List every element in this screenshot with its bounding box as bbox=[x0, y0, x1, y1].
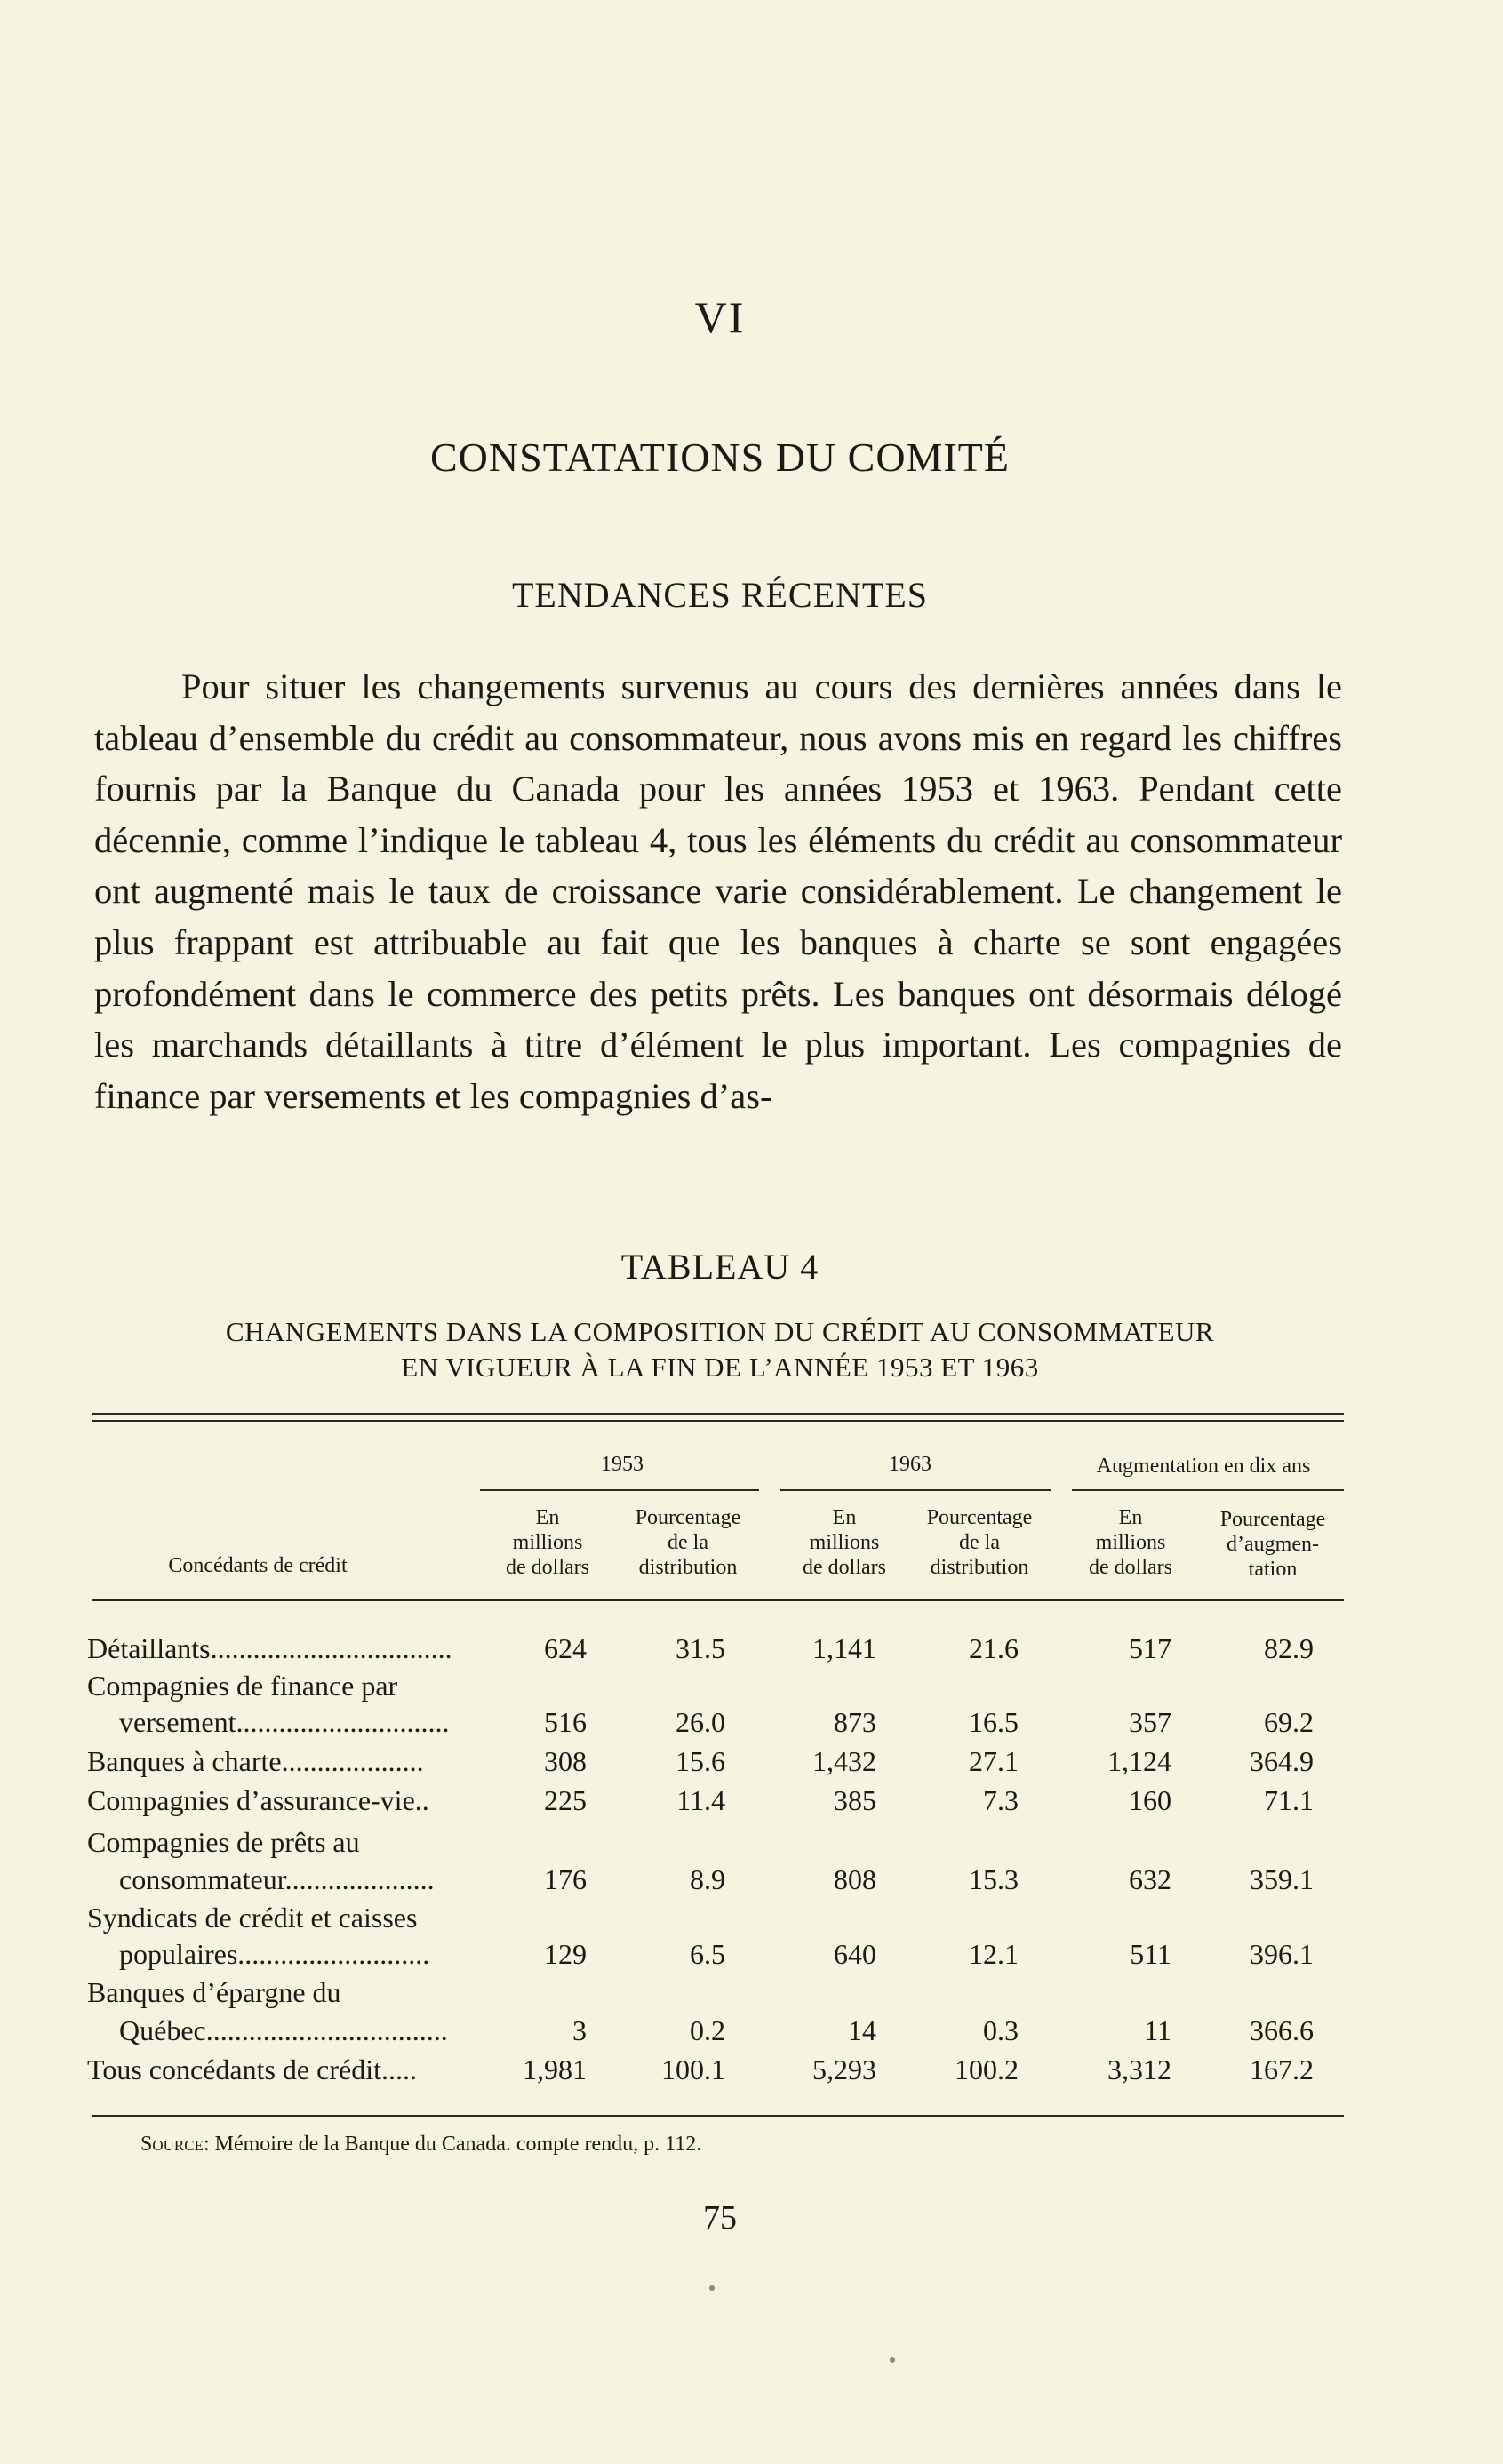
cell-increase-percent: 82.9 bbox=[1264, 1632, 1314, 1664]
cell-1953-percent: 15.6 bbox=[676, 1745, 725, 1777]
cell-1953-millions: 129 bbox=[544, 1938, 587, 1970]
cell-1963-millions: 808 bbox=[834, 1863, 876, 1895]
cell-increase-percent: 359.1 bbox=[1250, 1863, 1314, 1895]
row-label: Banques à charte.................... bbox=[87, 1745, 424, 1777]
cell-1963-percent: 27.1 bbox=[969, 1745, 1019, 1777]
col-header-line: millions bbox=[809, 1531, 880, 1554]
cell-1953-percent: 26.0 bbox=[676, 1706, 725, 1738]
col-header-line: Pourcentage bbox=[1219, 1508, 1326, 1531]
group-header-increase: Augmentation en dix ans bbox=[1096, 1455, 1311, 1478]
cell-increase-millions: 517 bbox=[1129, 1632, 1171, 1664]
col-header-line: millions bbox=[512, 1531, 583, 1554]
row-label-cont: consommateur..................... bbox=[119, 1863, 435, 1895]
table-bottom-rule bbox=[92, 2115, 1344, 2117]
row-label: Détaillants.................................. bbox=[87, 1632, 452, 1664]
group-underline-1953 bbox=[480, 1489, 759, 1491]
table-top-rule bbox=[92, 1413, 1344, 1415]
cell-1963-percent: 100.2 bbox=[955, 2053, 1019, 2085]
col-header-line: millions bbox=[1095, 1531, 1166, 1554]
cell-1963-percent: 16.5 bbox=[969, 1706, 1019, 1738]
row-label-cont: versement.............................. bbox=[119, 1706, 450, 1738]
cell-1953-millions: 1,981 bbox=[523, 2053, 587, 2085]
col-header-line: tation bbox=[1248, 1558, 1298, 1581]
cell-increase-percent: 396.1 bbox=[1250, 1938, 1314, 1970]
cell-increase-percent: 364.9 bbox=[1250, 1745, 1314, 1777]
col-header-line: de la bbox=[668, 1531, 708, 1554]
table-caption-line-1: CHANGEMENTS DANS LA COMPOSITION DU CRÉDIT AU CONSOMMATEUR bbox=[225, 1316, 1215, 1347]
col-header-1963-percent bbox=[907, 1505, 1052, 1580]
cell-1963-millions: 1,141 bbox=[812, 1632, 876, 1664]
header-bottom-rule bbox=[92, 1599, 1344, 1601]
row-label-cont: populaires........................... bbox=[119, 1938, 430, 1970]
group-header-1953: 1953 bbox=[601, 1453, 644, 1476]
row-label: Syndicats de crédit et caisses bbox=[87, 1902, 418, 1934]
table-label: TABLEAU 4 bbox=[620, 1247, 819, 1287]
cell-1963-millions: 1,432 bbox=[812, 1745, 876, 1777]
cell-1963-percent: 21.6 bbox=[969, 1632, 1019, 1664]
cell-1953-percent: 31.5 bbox=[676, 1632, 725, 1664]
cell-1963-millions: 385 bbox=[834, 1784, 876, 1816]
row-label-cont: Québec.................................. bbox=[119, 2014, 448, 2046]
row-label: Compagnies de prêts au bbox=[87, 1826, 360, 1858]
paper-speck bbox=[890, 2357, 895, 2363]
table-caption bbox=[89, 1314, 1351, 1385]
col-header-1953-percent bbox=[615, 1505, 761, 1580]
table-source bbox=[140, 2133, 701, 2157]
cell-1953-percent: 6.5 bbox=[690, 1938, 725, 1970]
cell-1953-millions: 624 bbox=[544, 1632, 587, 1664]
row-label: Compagnies d’assurance-vie.. bbox=[87, 1784, 429, 1816]
cell-increase-millions: 1,124 bbox=[1107, 1745, 1171, 1777]
group-underline-1963 bbox=[780, 1489, 1051, 1491]
group-header-1963: 1963 bbox=[889, 1453, 931, 1476]
source-label: Source: bbox=[140, 2133, 210, 2156]
col-header-line: de dollars bbox=[506, 1556, 589, 1579]
cell-increase-millions: 11 bbox=[1144, 2014, 1171, 2046]
cell-1963-millions: 14 bbox=[848, 2014, 876, 2046]
col-header-line: Pourcentage bbox=[926, 1506, 1033, 1529]
page-number: 75 bbox=[703, 2199, 737, 2237]
paper-speck bbox=[709, 2285, 715, 2291]
cell-1953-millions: 176 bbox=[544, 1863, 587, 1895]
cell-1953-percent: 100.1 bbox=[661, 2053, 725, 2085]
group-underline-increase bbox=[1072, 1489, 1344, 1491]
cell-1953-percent: 11.4 bbox=[676, 1784, 725, 1816]
cell-increase-millions: 357 bbox=[1129, 1706, 1171, 1738]
cell-1953-millions: 225 bbox=[544, 1784, 587, 1816]
col-header-line: distribution bbox=[930, 1556, 1029, 1579]
cell-increase-percent: 167.2 bbox=[1250, 2053, 1314, 2085]
col-header-line: En bbox=[832, 1506, 857, 1529]
row-label: Compagnies de finance par bbox=[87, 1670, 398, 1702]
cell-increase-millions: 632 bbox=[1129, 1863, 1171, 1895]
cell-increase-millions: 160 bbox=[1129, 1784, 1171, 1816]
cell-increase-millions: 3,312 bbox=[1107, 2053, 1171, 2085]
row-label-total: Tous concédants de crédit..... bbox=[87, 2053, 417, 2085]
col-header-line: En bbox=[1118, 1506, 1143, 1529]
col-header-line: de dollars bbox=[1089, 1556, 1172, 1579]
cell-1963-millions: 5,293 bbox=[812, 2053, 876, 2085]
cell-1963-percent: 15.3 bbox=[969, 1863, 1019, 1895]
cell-1963-millions: 640 bbox=[834, 1938, 876, 1970]
col-header-1953-millions bbox=[475, 1505, 620, 1580]
col-header-increase-percent bbox=[1200, 1507, 1346, 1582]
cell-1963-percent: 12.1 bbox=[969, 1938, 1019, 1970]
col-header-increase-millions bbox=[1058, 1505, 1203, 1580]
col-header-1963-millions bbox=[771, 1505, 917, 1580]
col-header-line: d’augmen- bbox=[1227, 1533, 1319, 1556]
table-caption-line-2: EN VIGUEUR À LA FIN DE L’ANNÉE 1953 ET 1963 bbox=[401, 1352, 1039, 1383]
row-header: Concédants de crédit bbox=[168, 1554, 348, 1577]
source-text: Mémoire de la Banque du Canada. compte rendu, p. 112. bbox=[209, 2133, 702, 2156]
chapter-title: CONSTATATIONS DU COMITÉ bbox=[430, 435, 1010, 480]
cell-1953-percent: 8.9 bbox=[690, 1863, 725, 1895]
col-header-line: distribution bbox=[638, 1556, 738, 1579]
col-header-line: de dollars bbox=[803, 1556, 886, 1579]
cell-increase-millions: 511 bbox=[1130, 1938, 1171, 1970]
row-label: Banques d’épargne du bbox=[87, 1976, 341, 2008]
col-header-line: Pourcentage bbox=[635, 1506, 741, 1529]
cell-1963-percent: 0.3 bbox=[983, 2014, 1019, 2046]
body-paragraph: Pour situer les changements survenus au cours des dernières années dans le tableau d’ensemble du crédit au consommateur, nous avons mis en regard les chiffres fournis par la Banque du Canada pour les années 1953 et 1963. Pendant cette décennie, comme l’indique le tableau 4, tous les éléments du crédit au consommateur ont augmenté mais le taux de croissance varie considérablement. Le changement le plus frappant est attribuable au fait que les banques à charte se sont engagées profondément dans le commerce des petits prêts. Les banques ont désormais délogé les marchands détaillants à titre d’élément le plus important. Les compagnies de finance par versements et les compagnies d’as- bbox=[94, 666, 1342, 1116]
cell-1953-percent: 0.2 bbox=[690, 2014, 725, 2046]
cell-increase-percent: 366.6 bbox=[1250, 2014, 1314, 2046]
chapter-number: VI bbox=[694, 292, 746, 342]
cell-1963-percent: 7.3 bbox=[983, 1784, 1019, 1816]
cell-1963-millions: 873 bbox=[834, 1706, 876, 1738]
cell-increase-percent: 71.1 bbox=[1264, 1784, 1314, 1816]
table-top-rule-2 bbox=[92, 1420, 1344, 1422]
col-header-line: de la bbox=[959, 1531, 1000, 1554]
col-header-line: En bbox=[535, 1506, 560, 1529]
cell-1953-millions: 3 bbox=[572, 2014, 587, 2046]
cell-increase-percent: 69.2 bbox=[1264, 1706, 1314, 1738]
cell-1953-millions: 308 bbox=[544, 1745, 587, 1777]
cell-1953-millions: 516 bbox=[544, 1706, 587, 1738]
section-title: TENDANCES RÉCENTES bbox=[512, 575, 928, 615]
